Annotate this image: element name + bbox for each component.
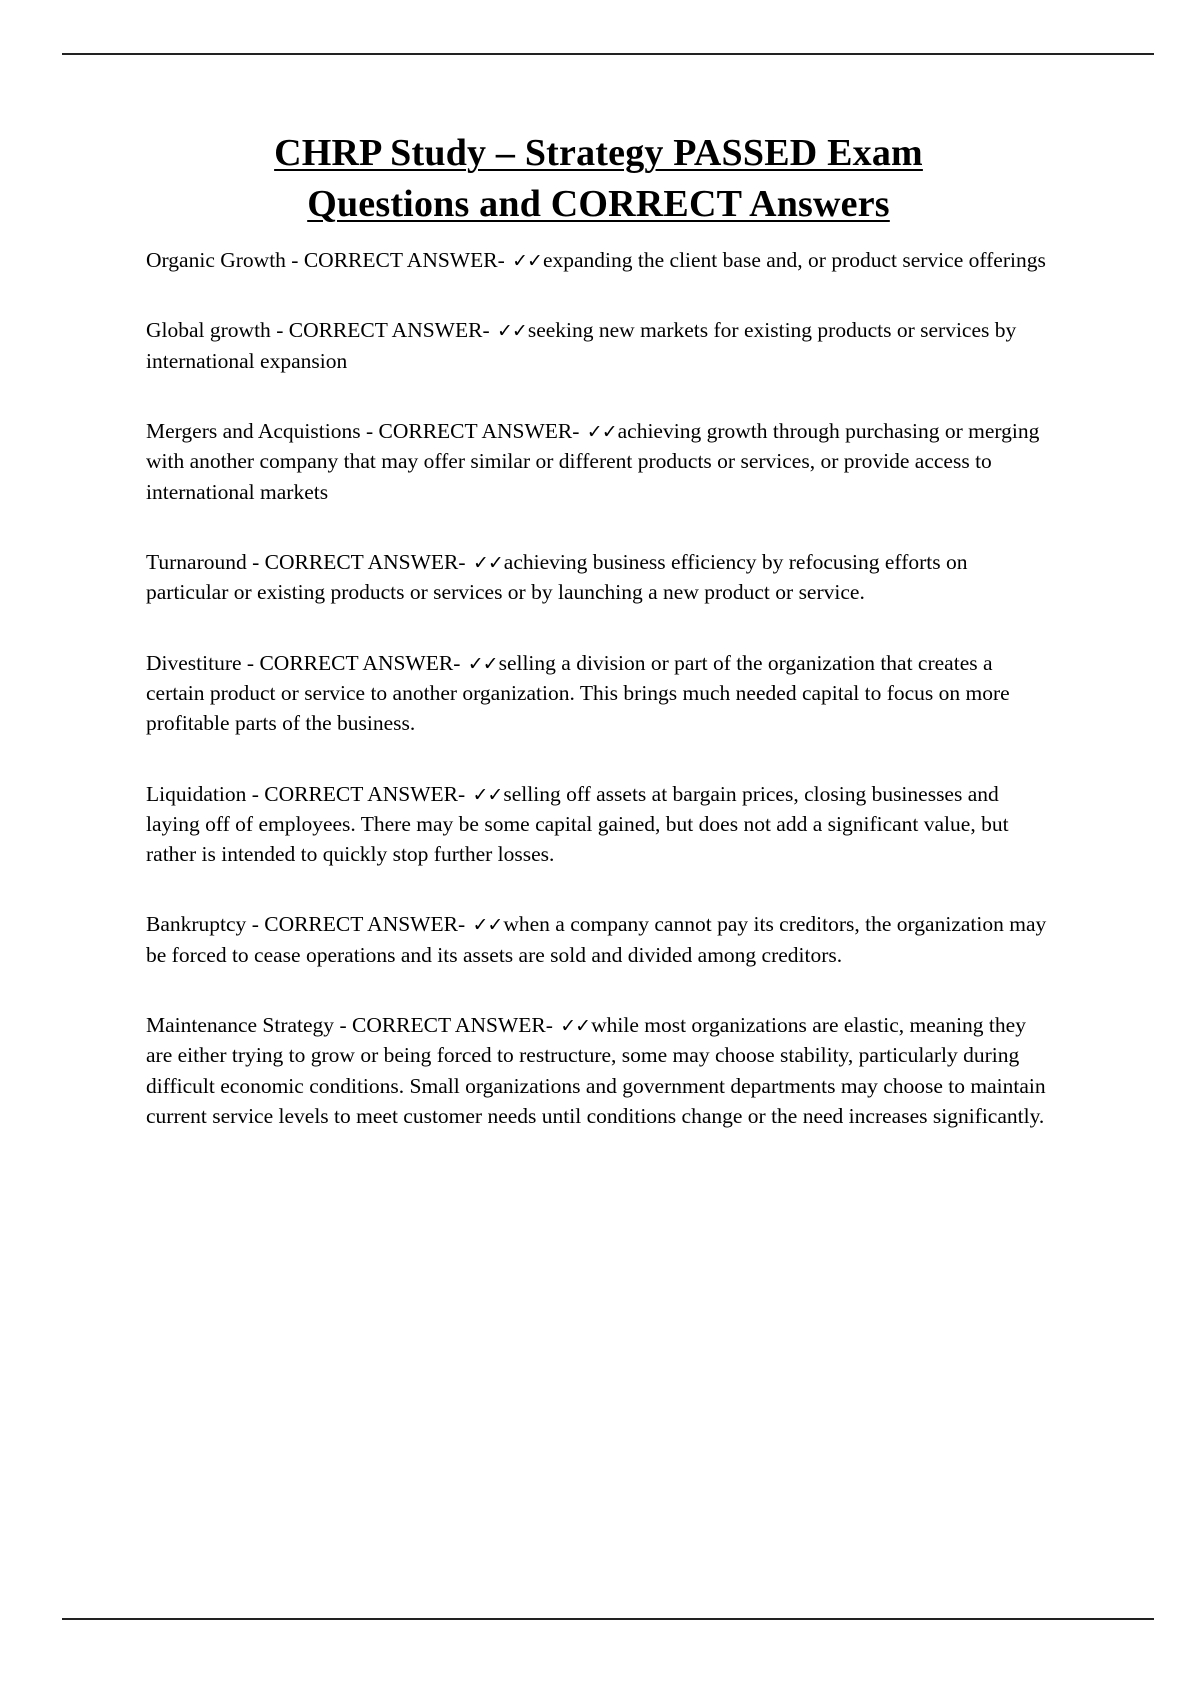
qa-answer: achieving business efficiency by refocusing efforts on particular or existing products or services or by launching a new product or service. xyxy=(146,549,968,605)
qa-separator: - CORRECT ANSWER- xyxy=(360,419,585,443)
page-title xyxy=(146,128,1051,229)
qa-entry xyxy=(146,547,1051,608)
qa-entry xyxy=(146,909,1051,970)
qa-answer: expanding the client base and, or product service offerings xyxy=(542,248,1046,273)
qa-entry xyxy=(146,1010,1051,1131)
qa-term: Divestiture xyxy=(146,650,242,675)
document-body xyxy=(146,128,1051,1131)
qa-term: Bankruptcy xyxy=(146,912,247,937)
qa-term: Maintenance Strategy xyxy=(146,1013,335,1038)
qa-separator: - CORRECT ANSWER- xyxy=(246,549,471,574)
qa-answer: achieving growth through purchasing or merging with another company that may offer similar or different products or services, or provide access to international markets xyxy=(146,419,1040,504)
page-title-line-1: CHRP Study – Strategy PASSED Exam xyxy=(274,132,923,174)
qa-separator: - CORRECT ANSWER- xyxy=(241,650,466,675)
qa-entry xyxy=(146,315,1051,376)
check-marks-icon: ✓✓ xyxy=(467,652,498,675)
qa-answer: seeking new markets for existing products or services by international expansion xyxy=(146,318,1017,373)
qa-answer: selling a division or part of the organization that creates a certain product or service to another organization. This brings much needed capital to focus on more profitable parts of the business. xyxy=(146,650,1010,736)
qa-term: Liquidation xyxy=(146,781,247,806)
qa-answer: while most organizations are elastic, meaning they are either trying to grow or being forced to restructure, some may choose stability, particularly during difficult economic conditions. Small organizations and government departments may choose to maintain current service levels to meet customer needs until conditions change or the need increases significantly. xyxy=(146,1013,1046,1128)
qa-separator: - CORRECT ANSWER- xyxy=(285,248,511,273)
check-marks-icon: ✓✓ xyxy=(472,551,503,574)
check-marks-icon: ✓✓ xyxy=(472,783,503,806)
page-bottom-rule xyxy=(62,1618,1154,1620)
qa-answer: selling off assets at bargain prices, closing businesses and laying off of employees. There may be some capital gained, but does not add a significant value, but rather is intended to quickly stop further losses. xyxy=(146,781,1009,867)
check-marks-icon: ✓✓ xyxy=(560,1015,591,1038)
qa-entry xyxy=(146,648,1051,739)
qa-term: Global growth xyxy=(146,318,271,343)
check-marks-icon: ✓✓ xyxy=(497,320,527,343)
check-marks-icon: ✓✓ xyxy=(512,250,542,273)
check-marks-icon: ✓✓ xyxy=(472,914,503,937)
qa-term: Turnaround xyxy=(146,549,247,574)
qa-separator: - CORRECT ANSWER- xyxy=(246,781,471,806)
qa-term: Mergers and Acquistions xyxy=(146,419,361,443)
page-title-line-2: Questions and CORRECT Answers xyxy=(307,182,890,225)
qa-answer: when a company cannot pay its creditors, the organization may be forced to cease operations and its assets are sold and divided among creditors. xyxy=(146,912,1047,967)
qa-entry xyxy=(146,779,1051,870)
qa-entry xyxy=(146,245,1051,275)
qa-entry xyxy=(146,416,1051,507)
qa-separator: - CORRECT ANSWER- xyxy=(270,318,495,343)
qa-separator: - CORRECT ANSWER- xyxy=(334,1013,559,1038)
page-top-rule xyxy=(62,53,1154,55)
qa-term: Organic Growth xyxy=(146,248,286,273)
qa-separator: - CORRECT ANSWER- xyxy=(246,912,471,937)
check-marks-icon: ✓✓ xyxy=(586,421,617,443)
